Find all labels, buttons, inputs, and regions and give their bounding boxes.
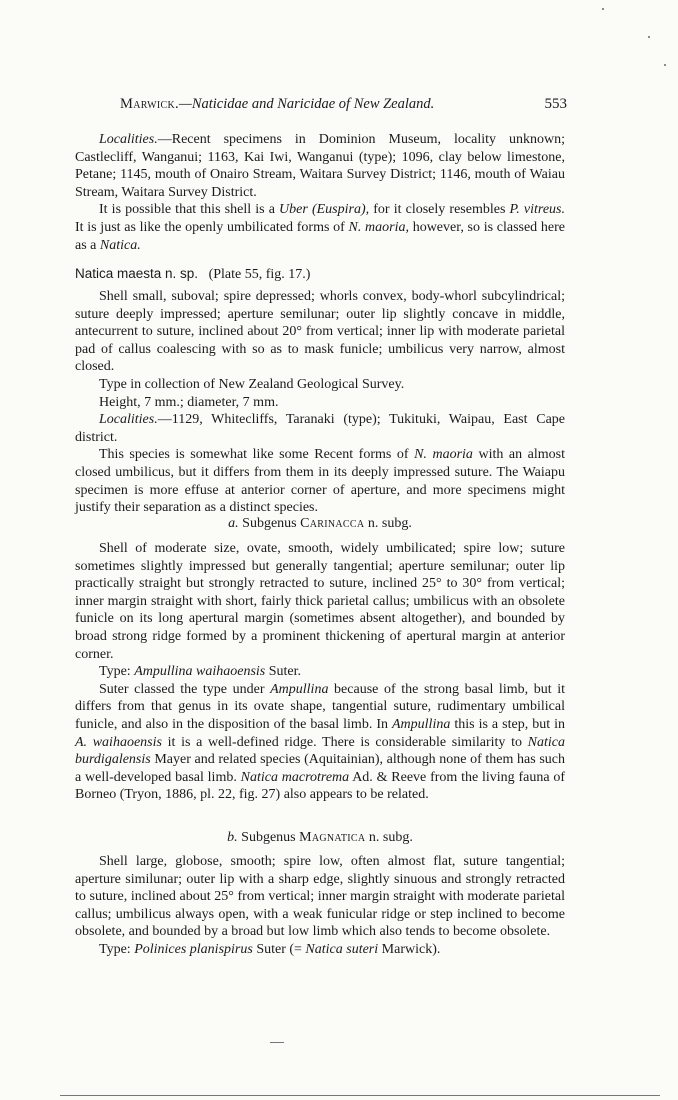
scan-speck xyxy=(648,36,650,38)
subgenus-name: Carinacca xyxy=(300,516,365,531)
note-text-1: It is possible that this shell is a xyxy=(99,202,280,218)
remarks-b: because of the strong basal limb, but it differs from that genus in its ovate shape, tangential suture, rudimentary umbilical funicle, and also in the disposition of the basal limb. In xyxy=(75,681,565,732)
bottom-scan-rule xyxy=(60,1095,660,1096)
heading-prefix-b: b. xyxy=(227,830,238,845)
remarks-species-b: Natica burdigalensis xyxy=(75,734,565,768)
localities-text: —Recent specimens in Dominion Museum, locality unknown; Castlecliff, Wanganui; 1163, Kai Iwi, Wanganui (type); 1096, clay below limestone, Petane; 1145, mouth of Onairo Stream, Waitara Survey District; 1146, mouth of Waiau Stream, Waitara Survey District. xyxy=(75,132,565,200)
species-localities xyxy=(75,411,565,446)
page-number: 553 xyxy=(544,96,567,112)
remarks-species-c: Natica macrotrema xyxy=(240,769,350,785)
remarks-d: it is a well-defined ridge. There is considerable similarity to xyxy=(161,734,528,750)
type-label: Type: xyxy=(99,664,135,680)
note-text-2: for it closely resembles xyxy=(369,202,510,218)
scan-speck xyxy=(602,8,604,10)
classification-note xyxy=(75,201,565,254)
header-title: —Naticidae and Naricidae of New Zealand. xyxy=(178,96,435,112)
running-header xyxy=(75,96,565,116)
note-text-4: however, so is classed here as a xyxy=(75,219,565,253)
remarks-genus-2: Ampullina xyxy=(392,716,451,732)
type-species-b: Polinices planispirus xyxy=(134,941,253,957)
remarks-genus: Ampullina xyxy=(270,681,329,697)
note-genus: Uber (Euspira), xyxy=(279,202,370,218)
remarks-species-a: A. waihaoensis xyxy=(75,734,162,750)
remarks-e: Mayer and related species (Aquitainian), although none of them has such a well-developed basal limb. xyxy=(75,752,565,785)
natica-maesta-section xyxy=(75,288,565,517)
carinacca-description: Shell of moderate size, ovate, smooth, widely umbilicated; spire low; suture sometimes slightly impressed but generally tangential; aperture semilunar; outer lip practically straight but strongly retracted to suture, inclined 25° to 30° from vertical; inner margin straight with short, fairly thick parietal callus; umbilicus with an obsolete funicle on its long apertural margin (sometimes absent altogether), and bounded by broad strong ridge formed by a prominent thickening of apertural margin at anterior corner. xyxy=(75,541,565,662)
plate-reference: (Plate 55, fig. 17.) xyxy=(208,267,311,282)
note-genus-2: Natica. xyxy=(99,237,141,253)
heading-word-b: Subgenus xyxy=(237,830,300,845)
note-species-2: N. maoria, xyxy=(348,219,409,235)
heading-prefix: a. xyxy=(228,516,239,531)
remarks-species: N. maoria xyxy=(414,447,473,463)
scan-speck xyxy=(664,64,666,66)
localities-text-2: —1129, Whitecliffs, Taranaki (type); Tukituki, Waipau, East Cape district. xyxy=(75,412,565,445)
carinacca-section xyxy=(75,540,565,804)
heading-suffix: n. subg. xyxy=(364,516,412,531)
species-description: Shell small, suboval; spire depressed; whorls convex, body-whorl subcylindrical; suture deeply impressed; aperture semilunar; outer lip slightly concave in middle, antecurrent to suture, inclined about 20° from vertical; inner lip with moderate parietal pad of callus coalescing with so as to mask funicle; umbilicus very narrow, almost closed. xyxy=(75,289,565,375)
magnatica-section xyxy=(75,853,565,959)
subgenus-magnatica-heading xyxy=(75,829,565,847)
type-label-b: Type: xyxy=(99,941,135,957)
header-author: Marwick. xyxy=(120,96,179,112)
type-author-b: Suter (= xyxy=(252,941,306,957)
localities-label: Localities. xyxy=(99,132,158,147)
type-author: Suter. xyxy=(265,664,302,680)
localities-label-2: Localities. xyxy=(99,412,158,428)
heading-word: Subgenus xyxy=(238,516,301,531)
magnatica-description: Shell large, globose, smooth; spire low, often almost flat, suture tangential; aperture similunar; outer lip with a sharp edge, slightly sinuous and strongly retracted to suture, inclined about 25° from vertical; inner margin straight with moderate parietal callus; umbilicus always open, with a weak funicular ridge or step inclined to become obsolete, and bounded by a broad but low limb which also tends to become obsolete. xyxy=(75,854,565,940)
type-end: Marwick). xyxy=(378,941,441,957)
remarks-text-2: with an almost closed umbilicus, but it differs from them in its deeply impressed suture. The Waiapu specimen is more effuse at anterior corner of aperture, and more specimens might justify their separation as a distinct species. xyxy=(75,447,565,516)
remarks-c: this is a step, but in xyxy=(450,716,565,732)
remarks-a: Suter classed the type under xyxy=(99,681,271,697)
measurements: Height, 7 mm.; diameter, 7 mm. xyxy=(99,394,279,410)
type-species: Ampullina waihaoensis xyxy=(134,664,266,680)
note-species: P. vitreus. xyxy=(509,202,565,218)
magnatica-type xyxy=(75,941,565,959)
scan-mark xyxy=(270,1042,284,1043)
subgenus-carinacca-heading xyxy=(75,515,565,533)
running-title xyxy=(120,96,434,114)
species-heading xyxy=(75,265,565,284)
remarks-f: Ad. & Reeve from the living fauna of Borneo (Tryon, 1886, pl. 22, fig. 27) also appears to be related. xyxy=(75,769,565,803)
carinacca-remarks xyxy=(75,681,565,804)
remarks-text-1: This species is somewhat like some Recent forms of xyxy=(99,447,415,463)
species-remarks xyxy=(75,446,565,516)
localities-section xyxy=(75,131,565,254)
subgenus-name-b: Magnatica xyxy=(299,830,366,845)
species-name: Natica maesta n. sp. xyxy=(75,266,199,281)
note-text-3: It is just as like the openly umbilicated forms of xyxy=(75,219,349,235)
type-synonym: Natica suteri xyxy=(305,941,379,957)
type-collection: Type in collection of New Zealand Geological Survey. xyxy=(99,376,405,392)
carinacca-type xyxy=(75,663,565,681)
localities-paragraph xyxy=(75,131,565,201)
heading-suffix-b: n. subg. xyxy=(365,830,413,845)
